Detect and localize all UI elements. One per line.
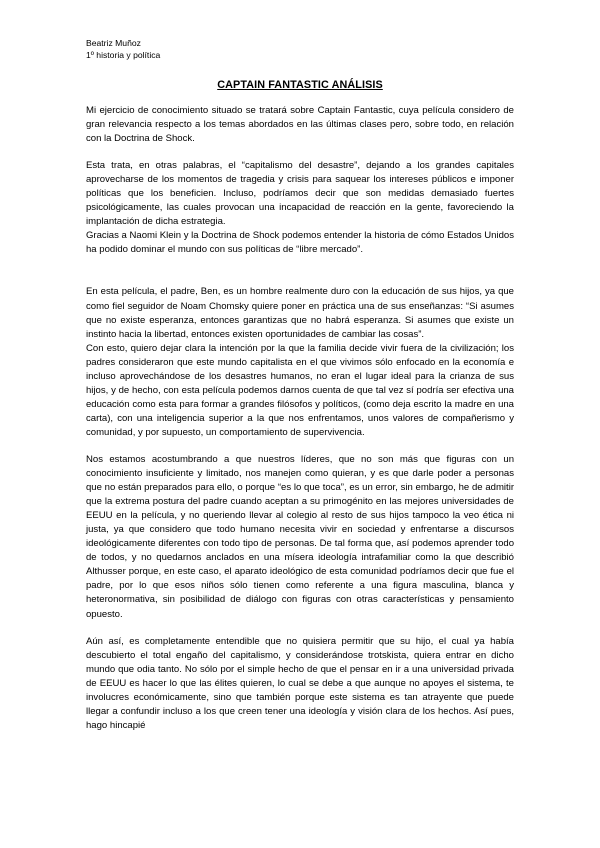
document-body: [86, 104, 514, 733]
paragraph-civilization: Con esto, quiero dejar clara la intención por la que la familia decide vivir fuera de la civilización; los padres consideraron que este mundo capitalista en el que vivimos sólo enfocado en la economía e incluso aprovechándose de los desastres humanos, no eran el lugar ideal para la crianza de sus hijos, y de hecho, con esta película podemos darnos cuenta de que tal vez sí podría ser efectiva una educación como esta para formar a grandes filósofos y políticos, (como deja escrito la madre en una carta), con una inteligencia superior a la que nos enfrentamos, unos valores de compañerismo y comunidad, y por supuesto, un comportamiento de supervivencia.: [86, 342, 514, 438]
paragraph-conclusion: Aún así, es completamente entendible que no quisiera permitir que su hijo, el cual ya había descubierto el total engaño del capitalismo, y considerándose trotskista, quiera entrar en dicho mundo que odia tanto. No sólo por el simple hecho de que el pensar en ir a una universidad privada de EEUU es hacer lo que las élites quieren, lo cual se debe a que aunque no apoyes el sistema, te involucres económicamente, sino que también porque este sistema es tan atrayente que puede llegar a confundir incluso a los que creen tener una ideología y visión clara de los hechos. Así pues, hago hincapié: [86, 635, 514, 731]
paragraph-naomi-klein: Gracias a Naomi Klein y la Doctrina de Shock podemos entender la historia de cómo Estados Unidos ha podido dominar el mundo con sus políticas de “libre mercado”.: [86, 230, 514, 256]
paragraph-shock-doctrine: Esta trata, en otras palabras, el “capitalismo del desastre”, dejando a los grandes capitales aprovecharse de los momentos de tragedia y crisis para saquear los intereses públicos e imponer políticas que los beneficien. Incluso, podríamos decir que son medidas demasiado fuertes psicológicamente, las cuales provocan una incapacidad de reacción en la gente, favoreciendo la implantación de dicha estrategia.: [86, 160, 514, 228]
paragraph-ben: En esta película, el padre, Ben, es un hombre realmente duro con la educación de sus hijos, ya que como fiel seguidor de Noam Chomsky quiere poner en práctica una de sus enseñanzas: “Si asumes que no existe esperanza, entonces garantizas que no habrá esperanza. Si asumes que existe un instinto hacia la libertad, entonces existen oportunidades de cambiar las cosas”.: [86, 286, 514, 340]
document-title: CAPTAIN FANTASTIC ANÁLISIS: [217, 79, 383, 91]
author-name: Beatriz Muñoz: [86, 38, 141, 48]
paragraph-intro: Mi ejercicio de conocimiento situado se tratará sobre Captain Fantastic, cuya película considero de gran relevancia respecto a los temas abordados en las últimas clases pero, sobre todo, en relación con la Doctrina de Shock.: [86, 105, 514, 145]
course-name: 1º historia y política: [86, 50, 161, 60]
paragraph-leaders: Nos estamos acostumbrando a que nuestros líderes, que no son más que figuras con un conocimiento insuficiente y limitado, nos manejen como quieran, y es que darle poder a personas que no están preparados para ello, o porque “es lo que toca”, es un error, sin embargo, he de admitir que la extrema postura del padre cuando aceptan a su primogénito en las mejores universidades de EEUU en la película, y no queriendo llevar al colegio al resto de sus hijos tampoco la veo ética ni justa, ya que considero que todo humano necesita vivir en sociedad y enfrentarse a discursos ideológicamente diferentes con todo tipo de personas. De tal forma que, así podemos aprender todo de todos, y no quedarnos anclados en una mísera ideología intrafamiliar como la que describió Althusser porque, en este caso, el aparato ideológico de esta comunidad podríamos decir que fue el padre, por lo que esos niños sólo tienen como referente a una figura masculina, blanca y heteronormativa, sin posibilidad de diálogo con figuras con otras características y pensamiento opuesto.: [86, 453, 514, 620]
author-block: [86, 37, 160, 61]
